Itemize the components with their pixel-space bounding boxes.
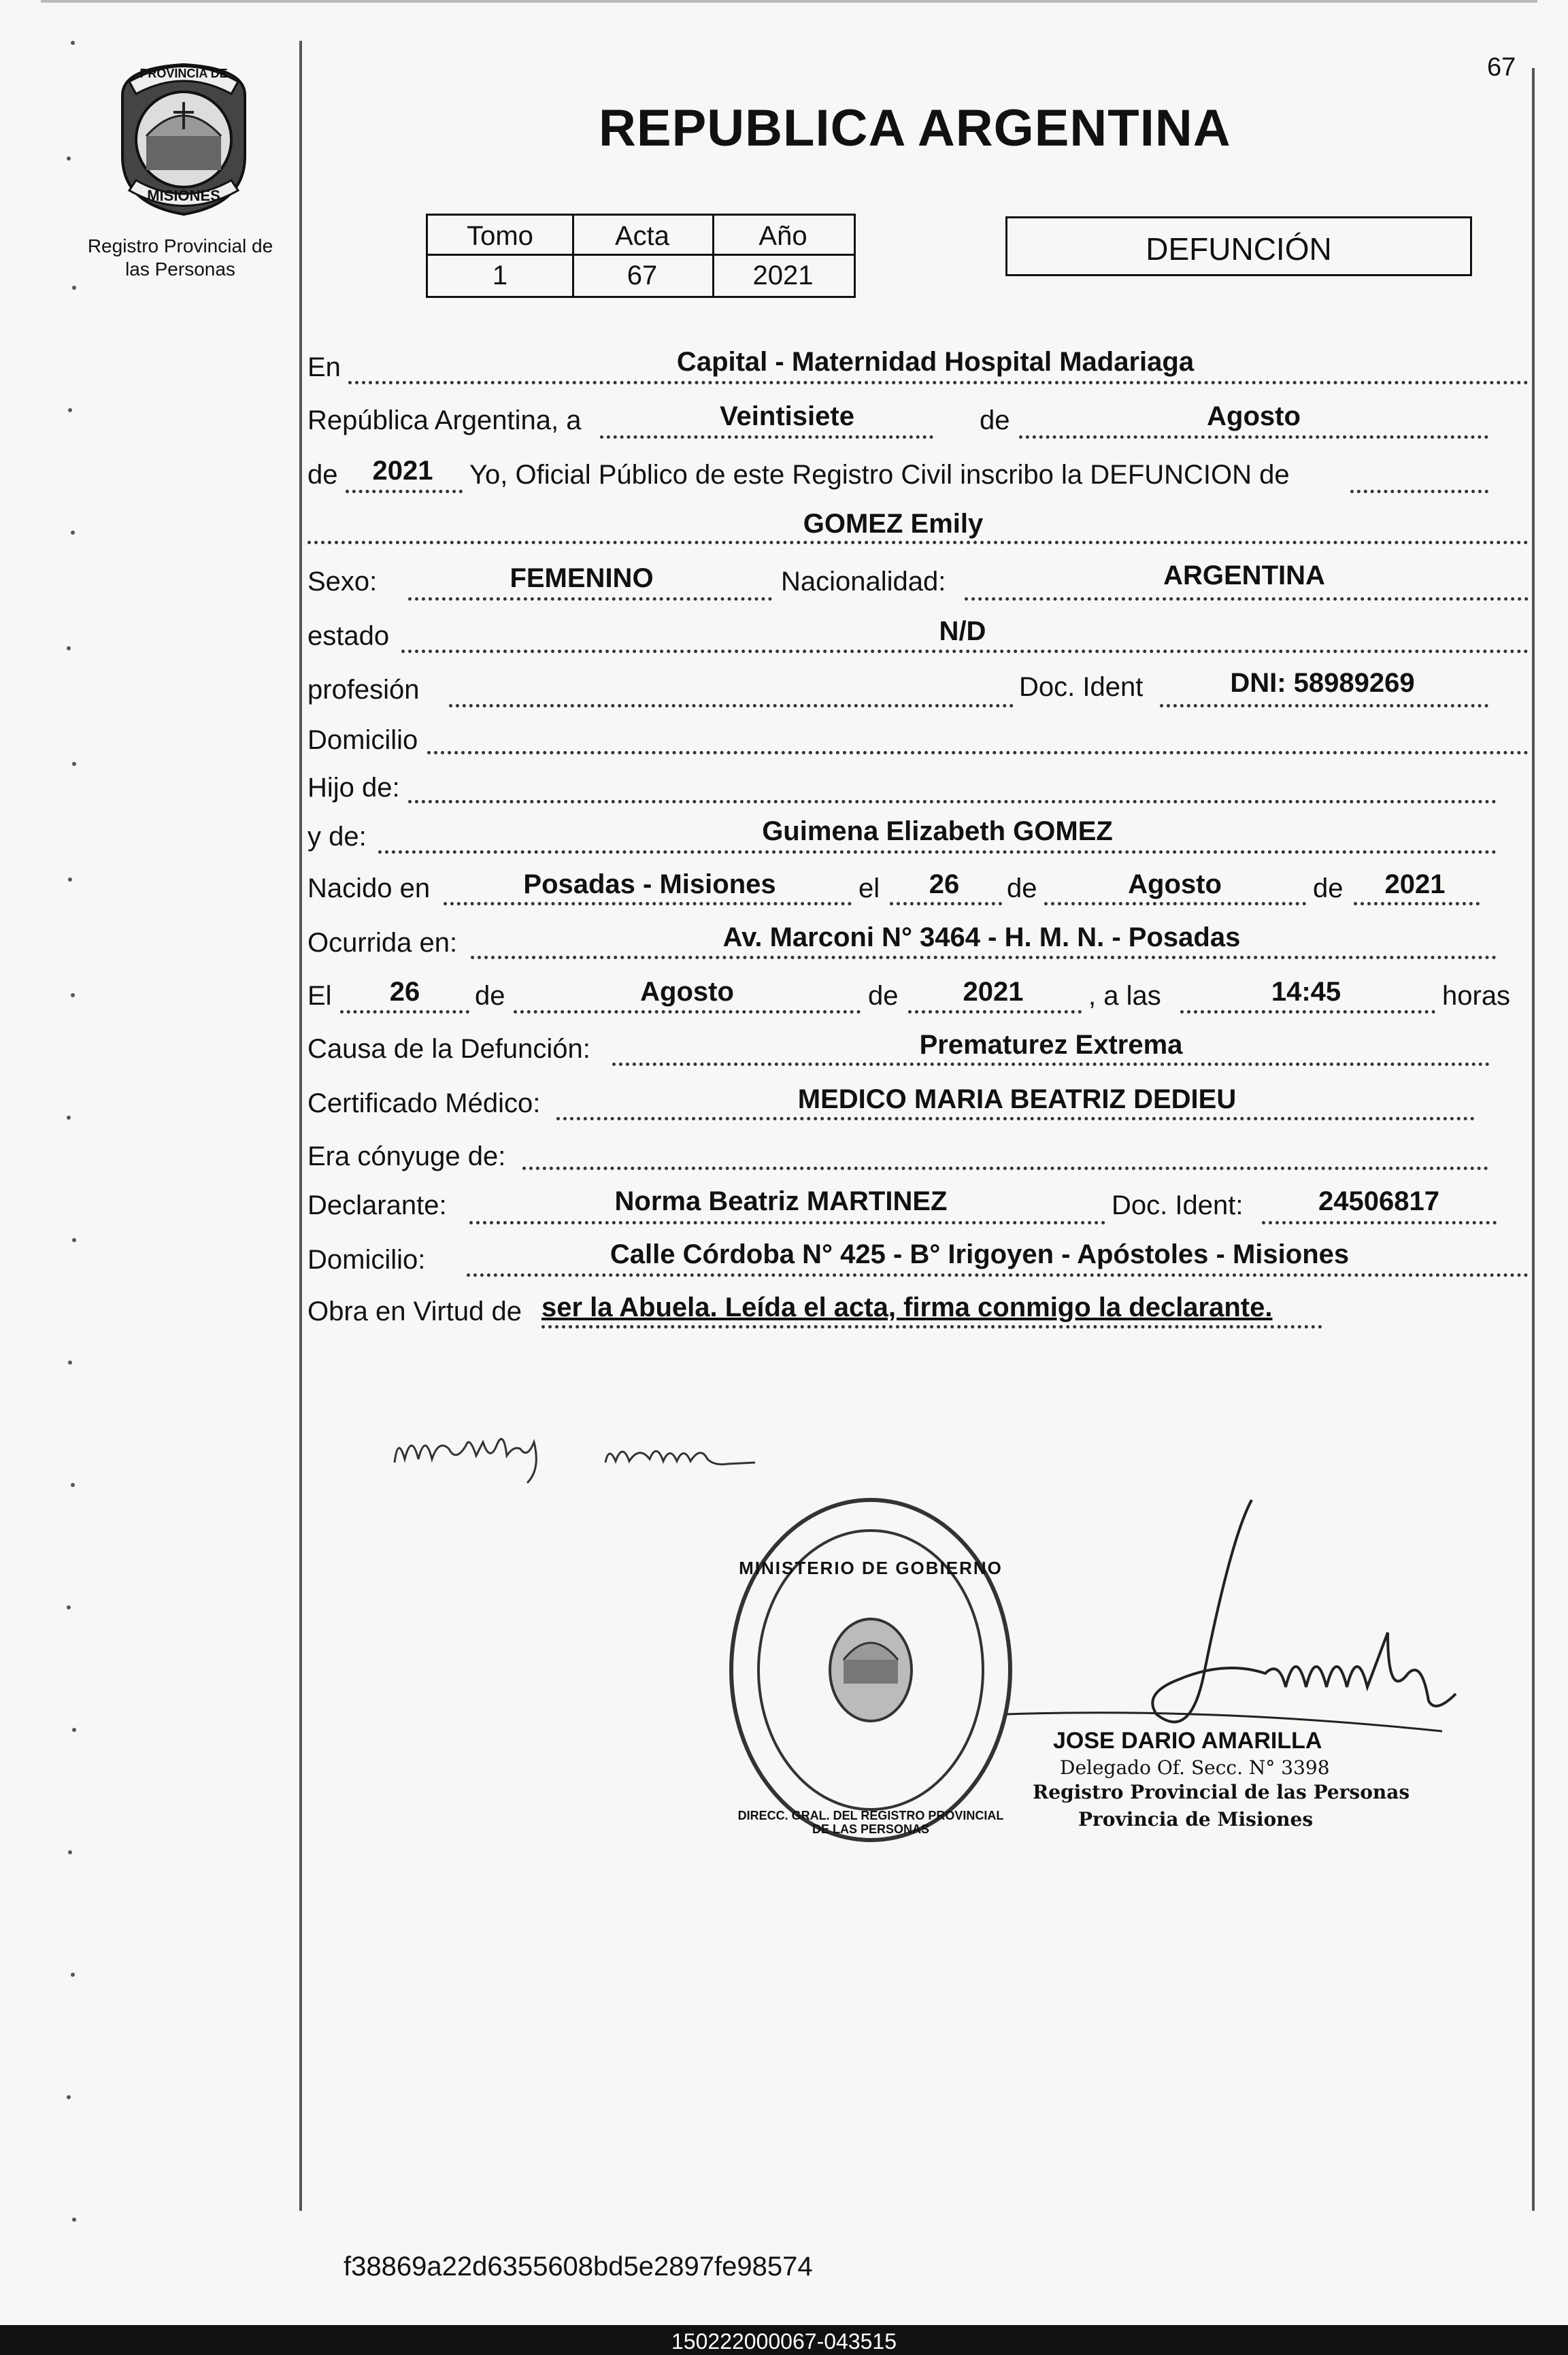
record-header-acta: Acta — [614, 221, 670, 251]
document-type-box — [1005, 216, 1472, 276]
value-nacido-day: 26 — [929, 869, 960, 899]
handwritten-signature — [388, 1408, 769, 1490]
label-en: En — [307, 352, 341, 382]
line-nacido-day — [890, 902, 1002, 905]
line-doc — [1160, 704, 1488, 707]
line-estado — [401, 650, 1529, 653]
value-obra: ser la Abuela. Leída el acta, firma conmigo la declarante. — [541, 1292, 1273, 1322]
label-nacido: Nacido en — [307, 873, 431, 903]
value-fecha-month: Agosto — [1207, 401, 1301, 431]
line-nombre — [307, 541, 1529, 544]
label-doc: Doc. Ident — [1019, 672, 1144, 702]
barcode-number: 150222000067-043515 — [671, 2329, 897, 2354]
line-obra — [541, 1325, 1322, 1329]
label-nacido-el: el — [858, 873, 880, 903]
label-nacido-de1: de — [1007, 873, 1037, 903]
label-sexo: Sexo: — [307, 567, 378, 597]
value-en: Capital - Maternidad Hospital Madariaga — [676, 347, 1195, 377]
line-causa — [612, 1063, 1490, 1066]
text-inscribo: Yo, Oficial Público de este Registro Civil inscribo la DEFUNCION de — [469, 460, 1290, 490]
line-nacionalidad — [965, 597, 1529, 601]
line-y-de — [378, 850, 1497, 854]
line-en — [348, 381, 1529, 384]
label-el-de1: de — [475, 981, 505, 1011]
value-anio: 2021 — [372, 456, 433, 486]
line-el-year — [908, 1010, 1082, 1014]
value-hour: 14:45 — [1271, 977, 1341, 1007]
value-doc: DNI: 58989269 — [1230, 668, 1415, 698]
value-declarante-doc: 24506817 — [1318, 1186, 1439, 1216]
logo-text-bottom: MISIONES — [147, 187, 220, 204]
label-a-las: , a las — [1088, 981, 1161, 1011]
label-certificado: Certificado Médico: — [307, 1088, 541, 1118]
value-nacido-month: Agosto — [1128, 869, 1222, 899]
line-profesion — [449, 704, 1014, 707]
label-el: El — [307, 981, 332, 1011]
province-logo — [109, 54, 258, 218]
page-number: 67 — [1487, 53, 1516, 82]
line-hour — [1180, 1010, 1435, 1014]
document-hash: f38869a22d6355608bd5e2897fe98574 — [344, 2252, 813, 2282]
value-el-month: Agosto — [640, 977, 734, 1007]
label-profesion: profesión — [307, 675, 420, 705]
line-fecha-day — [600, 435, 933, 439]
label-domicilio: Domicilio — [307, 725, 418, 755]
value-fecha-day: Veintisiete — [720, 401, 854, 431]
barcode-bar — [0, 2325, 1568, 2355]
line-el-month — [514, 1010, 861, 1014]
official-stamp — [721, 1490, 1020, 1850]
record-table — [426, 214, 856, 298]
value-domicilio2: Calle Córdoba N° 425 - B° Irigoyen - Apóstoles - Misiones — [610, 1239, 1350, 1269]
line-declarante-doc — [1262, 1221, 1497, 1224]
top-rule — [41, 0, 1537, 3]
label-domicilio2: Domicilio: — [307, 1245, 426, 1275]
right-border-line — [1532, 68, 1535, 2211]
value-nacionalidad: ARGENTINA — [1163, 561, 1325, 590]
label-anio: de — [307, 460, 338, 490]
logo-text-top: PROVINCIA DE — [139, 67, 228, 80]
value-el-day: 26 — [389, 977, 420, 1007]
line-declarante — [469, 1221, 1105, 1224]
line-el-day — [340, 1010, 469, 1014]
line-sexo — [408, 597, 772, 601]
line-nacido-place — [444, 902, 852, 905]
line-hijo — [408, 800, 1497, 803]
line-anio — [346, 490, 463, 493]
left-border-line — [299, 41, 302, 2211]
value-y-de: Guimena Elizabeth GOMEZ — [762, 816, 1113, 846]
line-ocurrida — [471, 956, 1497, 959]
value-nombre: GOMEZ Emily — [803, 509, 984, 539]
label-nacido-de2: de — [1313, 873, 1344, 903]
line-domicilio — [427, 751, 1529, 754]
stamp-inner-text: MINISTERIO DE GOBIERNO — [739, 1558, 1003, 1578]
official-role: Delegado Of. Secc. N° 3398 — [1060, 1756, 1330, 1779]
label-horas: horas — [1442, 981, 1511, 1011]
label-obra: Obra en Virtud de — [307, 1297, 522, 1326]
country-title: REPUBLICA ARGENTINA — [599, 99, 1231, 157]
record-value-acta: 67 — [627, 261, 658, 290]
label-el-de2: de — [868, 981, 899, 1011]
label-fecha-de: de — [980, 405, 1010, 435]
official-name: JOSE DARIO AMARILLA — [1053, 1728, 1322, 1754]
value-nacido-place: Posadas - Misiones — [523, 869, 776, 899]
label-ocurrida: Ocurrida en: — [307, 928, 458, 958]
label-y-de: y de: — [307, 822, 367, 852]
stamp-ring-text: DIRECC. GRAL. DEL REGISTRO PROVINCIAL DE LAS PERSONAS — [737, 1809, 1004, 1836]
document-type: DEFUNCIÓN — [1146, 231, 1332, 267]
line-conyuge — [522, 1167, 1488, 1170]
record-header-tomo: Tomo — [467, 221, 533, 251]
label-conyuge: Era cónyuge de: — [307, 1141, 506, 1171]
registry-name: Registro Provincial de las Personas — [87, 235, 273, 280]
value-declarante: Norma Beatriz MARTINEZ — [614, 1186, 948, 1216]
record-header-anio: Año — [758, 221, 807, 251]
official-registry: Registro Provincial de las Personas — [1033, 1781, 1410, 1803]
line-fecha-month — [1019, 435, 1488, 439]
line-domicilio2 — [467, 1273, 1529, 1277]
value-nacido-year: 2021 — [1384, 869, 1446, 899]
value-sexo: FEMENINO — [510, 563, 654, 593]
value-estado: N/D — [939, 616, 986, 646]
label-declarante-doc: Doc. Ident: — [1112, 1190, 1244, 1220]
record-value-tomo: 1 — [492, 261, 508, 290]
value-el-year: 2021 — [963, 977, 1024, 1007]
label-declarante: Declarante: — [307, 1190, 447, 1220]
line-nacido-year — [1354, 902, 1480, 905]
record-value-anio: 2021 — [752, 261, 814, 290]
line-inscribo-end — [1350, 490, 1488, 493]
label-nacionalidad: Nacionalidad: — [781, 567, 946, 597]
value-certificado: MEDICO MARIA BEATRIZ DEDIEU — [797, 1084, 1237, 1114]
label-hijo: Hijo de: — [307, 773, 400, 803]
label-fecha: República Argentina, a — [307, 405, 582, 435]
line-certificado — [556, 1117, 1475, 1120]
value-causa: Prematurez Extrema — [919, 1030, 1183, 1060]
official-province: Provincia de Misiones — [1078, 1808, 1314, 1831]
value-ocurrida: Av. Marconi N° 3464 - H. M. N. - Posadas — [722, 922, 1241, 952]
label-causa: Causa de la Defunción: — [307, 1034, 590, 1064]
label-estado: estado — [307, 621, 390, 651]
line-nacido-month — [1044, 902, 1306, 905]
